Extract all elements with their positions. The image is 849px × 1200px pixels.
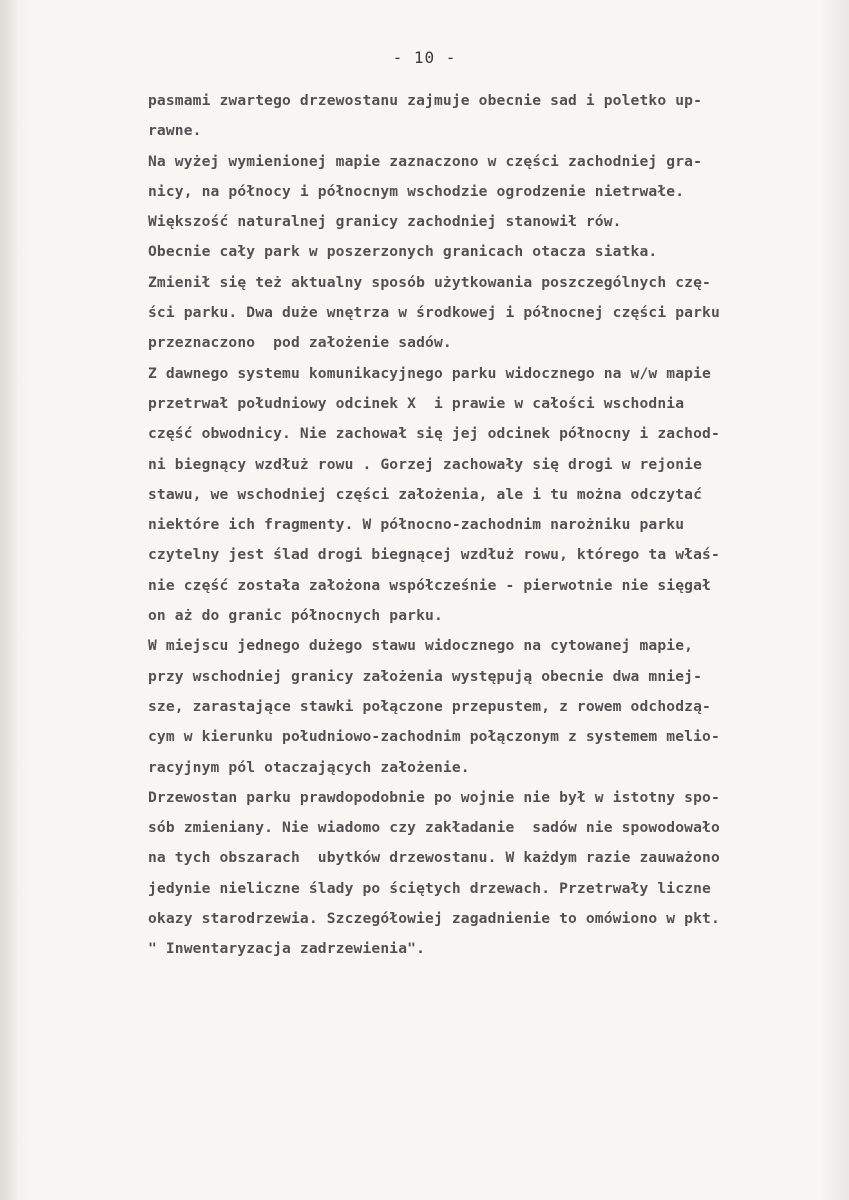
text-line: rawne.: [148, 122, 202, 140]
text-line: nie część została założona współcześnie - pierwotnie nie sięgał: [148, 576, 711, 594]
text-line: okazy starodrzewia. Szczegółowiej zagadnienie to omówiono w pkt.: [148, 910, 720, 928]
text-line: przetrwał południowy odcinek X i prawie w całości wschodnia: [148, 394, 685, 412]
body-text: [148, 86, 828, 965]
text-line: pasmami zwartego drzewostanu zajmuje obecnie sad i poletko up-: [148, 92, 703, 109]
text-line: Większość naturalnej granicy zachodniej stanowił rów.: [148, 213, 622, 231]
text-line: W miejscu jednego dużego stawu widocznego na cytowanej mapie,: [148, 637, 694, 655]
text-line: " Inwentaryzacja zadrzewienia".: [148, 940, 426, 958]
text-line: ści parku. Dwa duże wnętrza w środkowej i północnej części parku: [148, 304, 720, 322]
text-line: jedynie nieliczne ślady po ściętych drzewach. Przetrwały liczne: [148, 879, 711, 897]
text-line: czytelny jest ślad drogi biegnącej wzdłuż rowu, którego ta właś-: [148, 546, 720, 564]
text-line: cym w kierunku południowo-zachodnim połączonym z systemem melio-: [148, 728, 720, 746]
page-edge-shadow: [0, 0, 18, 1200]
text-line: na tych obszarach ubytków drzewostanu. W każdym razie zauważono: [148, 849, 720, 867]
text-line: Zmienił się też aktualny sposób użytkowania poszczególnych czę-: [148, 273, 711, 291]
text-line: część obwodnicy. Nie zachował się jej odcinek północny i zachod-: [148, 425, 720, 443]
text-line: przeznaczono pod założenie sadów.: [148, 334, 452, 352]
text-line: przy wschodniej granicy założenia występują obecnie dwa mniej-: [148, 667, 703, 685]
text-line: Na wyżej wymienionej mapie zaznaczono w części zachodniej gra-: [148, 152, 703, 170]
text-line: Obecnie cały park w poszerzonych granicach otacza siatka.: [148, 243, 658, 261]
text-line: stawu, we wschodniej części założenia, ale i tu można odczytać: [148, 485, 703, 503]
text-line: Drzewostan parku prawdopodobnie po wojnie nie był w istotny spo-: [148, 788, 720, 806]
text-line: on aż do granic północnych parku.: [148, 607, 443, 625]
text-line: nicy, na północy i północnym wschodzie ogrodzenie nietrwałe.: [148, 182, 685, 200]
text-line: sób zmieniany. Nie wiadomo czy zakładanie sadów nie spowodowało: [148, 819, 720, 837]
text-line: Z dawnego systemu komunikacyjnego parku widocznego na w/w mapie: [148, 364, 711, 382]
text-line: niektóre ich fragmenty. W północno-zachodnim narożniku parku: [148, 516, 685, 534]
page-number: - 10 -: [392, 48, 457, 67]
text-line: racyjnym pól otaczających założenie.: [148, 758, 470, 776]
text-line: ni biegnący wzdłuż rowu . Gorzej zachowały się drogi w rejonie: [148, 455, 703, 473]
text-line: sze, zarastające stawki połączone przepustem, z rowem odchodzą-: [148, 697, 711, 715]
